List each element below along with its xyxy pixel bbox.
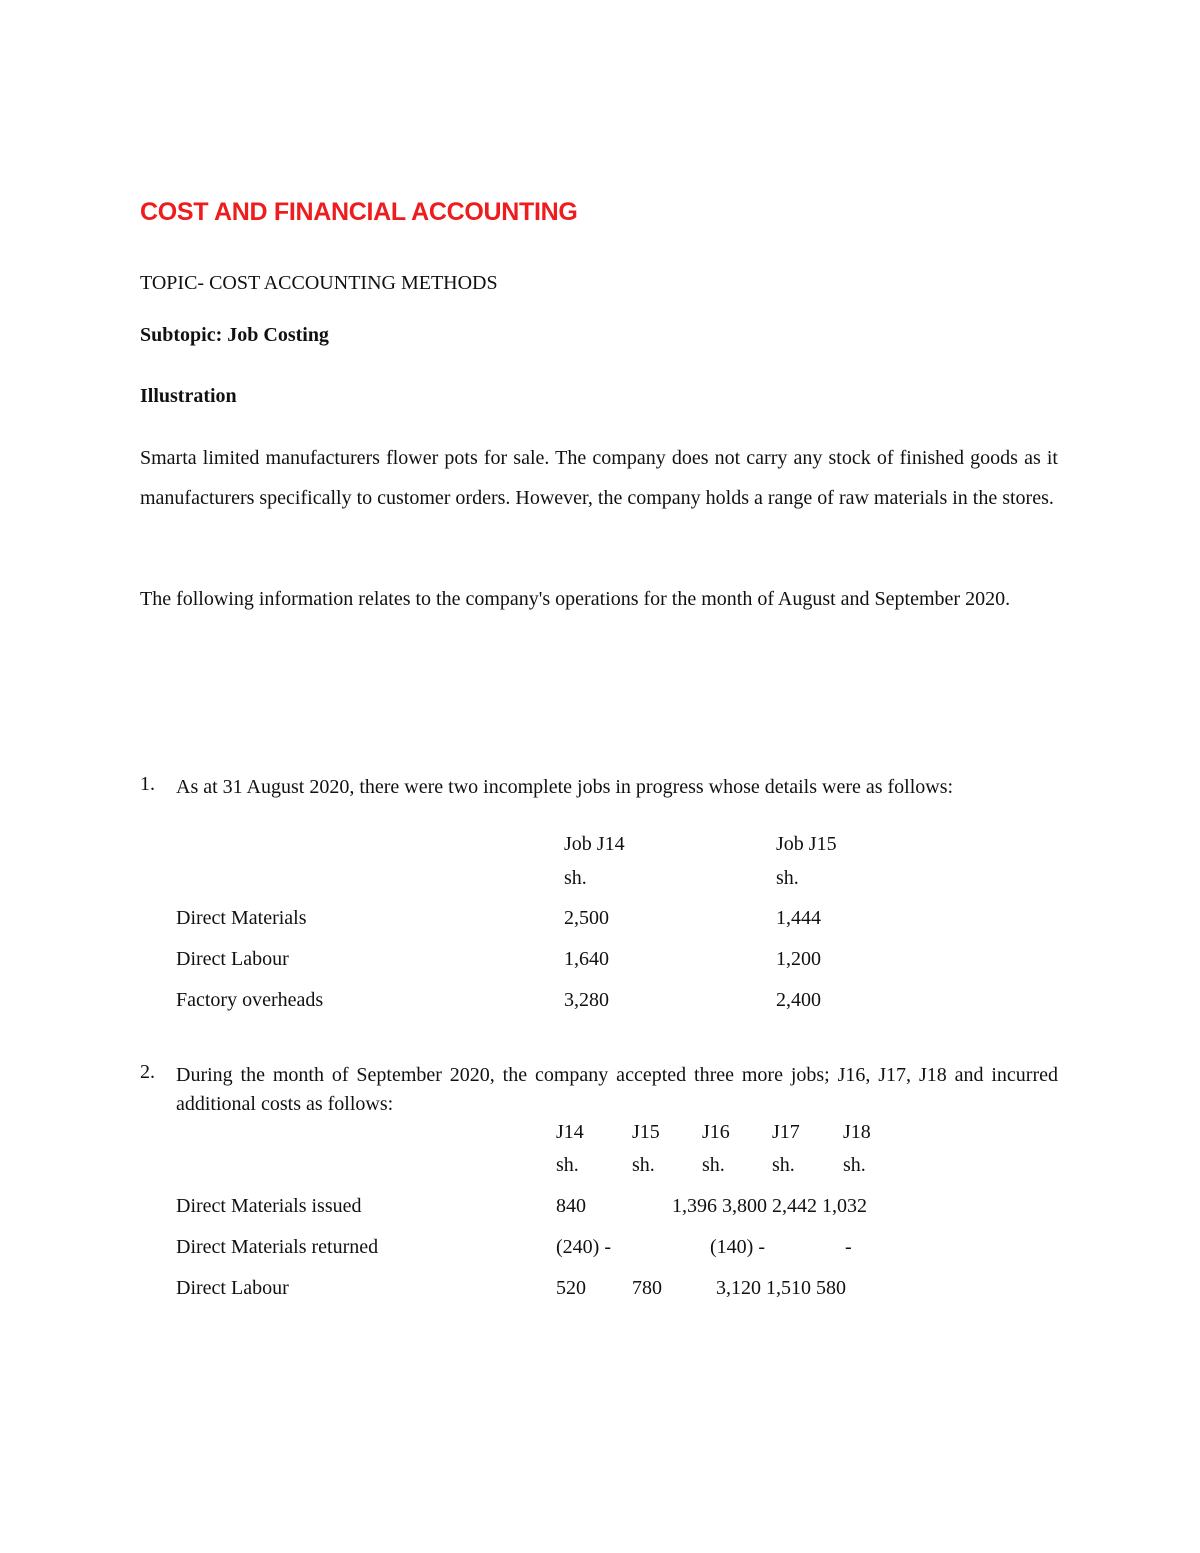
table1-header-j14: Job J14	[564, 833, 625, 855]
table2-row-label: Direct Materials issued	[176, 1195, 362, 1217]
table2-header-j16: J16	[702, 1121, 730, 1143]
table2-header-j18: J18	[843, 1121, 871, 1143]
table2-cell: 780	[632, 1277, 662, 1299]
table2-cell: (140) -	[710, 1236, 765, 1258]
table2-cell: 520	[556, 1277, 586, 1299]
table1-cell: 1,640	[564, 948, 609, 970]
table1-unit: sh.	[564, 867, 587, 889]
table1-row-label: Direct Materials	[176, 907, 307, 929]
table1-cell: 1,444	[776, 907, 821, 929]
document-title: COST AND FINANCIAL ACCOUNTING	[140, 198, 578, 226]
table1-cell: 2,400	[776, 989, 821, 1011]
table2-cell: (240) -	[556, 1236, 611, 1258]
table2-cell: 1,396 3,800 2,442 1,032	[672, 1195, 867, 1217]
list-number: 2.	[140, 1061, 155, 1083]
subtopic-heading: Subtopic: Job Costing	[140, 324, 329, 346]
table1-cell: 3,280	[564, 989, 609, 1011]
table2-header-j14: J14	[556, 1121, 584, 1143]
table2-unit: sh.	[632, 1154, 655, 1176]
table1-cell: 1,200	[776, 948, 821, 970]
table2-cell: 3,120 1,510 580	[716, 1277, 846, 1299]
list-item-text: During the month of September 2020, the company accepted three more jobs; J16, J17, J18 and incurred additional costs as follows:	[176, 1064, 1058, 1115]
table2-unit: sh.	[556, 1154, 579, 1176]
table2-unit: sh.	[702, 1154, 725, 1176]
table2-unit: sh.	[772, 1154, 795, 1176]
table2-header-j17: J17	[772, 1121, 800, 1143]
section-heading: Illustration	[140, 385, 237, 407]
table1-cell: 2,500	[564, 907, 609, 929]
table2-cell: 840	[556, 1195, 586, 1217]
list-number: 1.	[140, 773, 155, 795]
paragraph-info: The following information relates to the company's operations for the month of August and September 2020.	[140, 588, 1011, 610]
table1-unit: sh.	[776, 867, 799, 889]
table2-cell: -	[845, 1236, 852, 1258]
table1-row-label: Factory overheads	[176, 989, 324, 1011]
table1-header-j15: Job J15	[776, 833, 837, 855]
paragraph-intro: Smarta limited manufacturers flower pots for sale. The company does not carry any stock of finished goods as it manufacturers specifically to customer orders. However, the company holds a range of raw materials in the stores.	[140, 447, 1058, 509]
table2-unit: sh.	[843, 1154, 866, 1176]
table2-row-label: Direct Labour	[176, 1277, 289, 1299]
table1-row-label: Direct Labour	[176, 948, 289, 970]
topic-heading: TOPIC- COST ACCOUNTING METHODS	[140, 272, 498, 294]
table2-row-label: Direct Materials returned	[176, 1236, 379, 1258]
table2-header-j15: J15	[632, 1121, 660, 1143]
list-item-text: As at 31 August 2020, there were two incomplete jobs in progress whose details were as follows:	[176, 776, 954, 798]
